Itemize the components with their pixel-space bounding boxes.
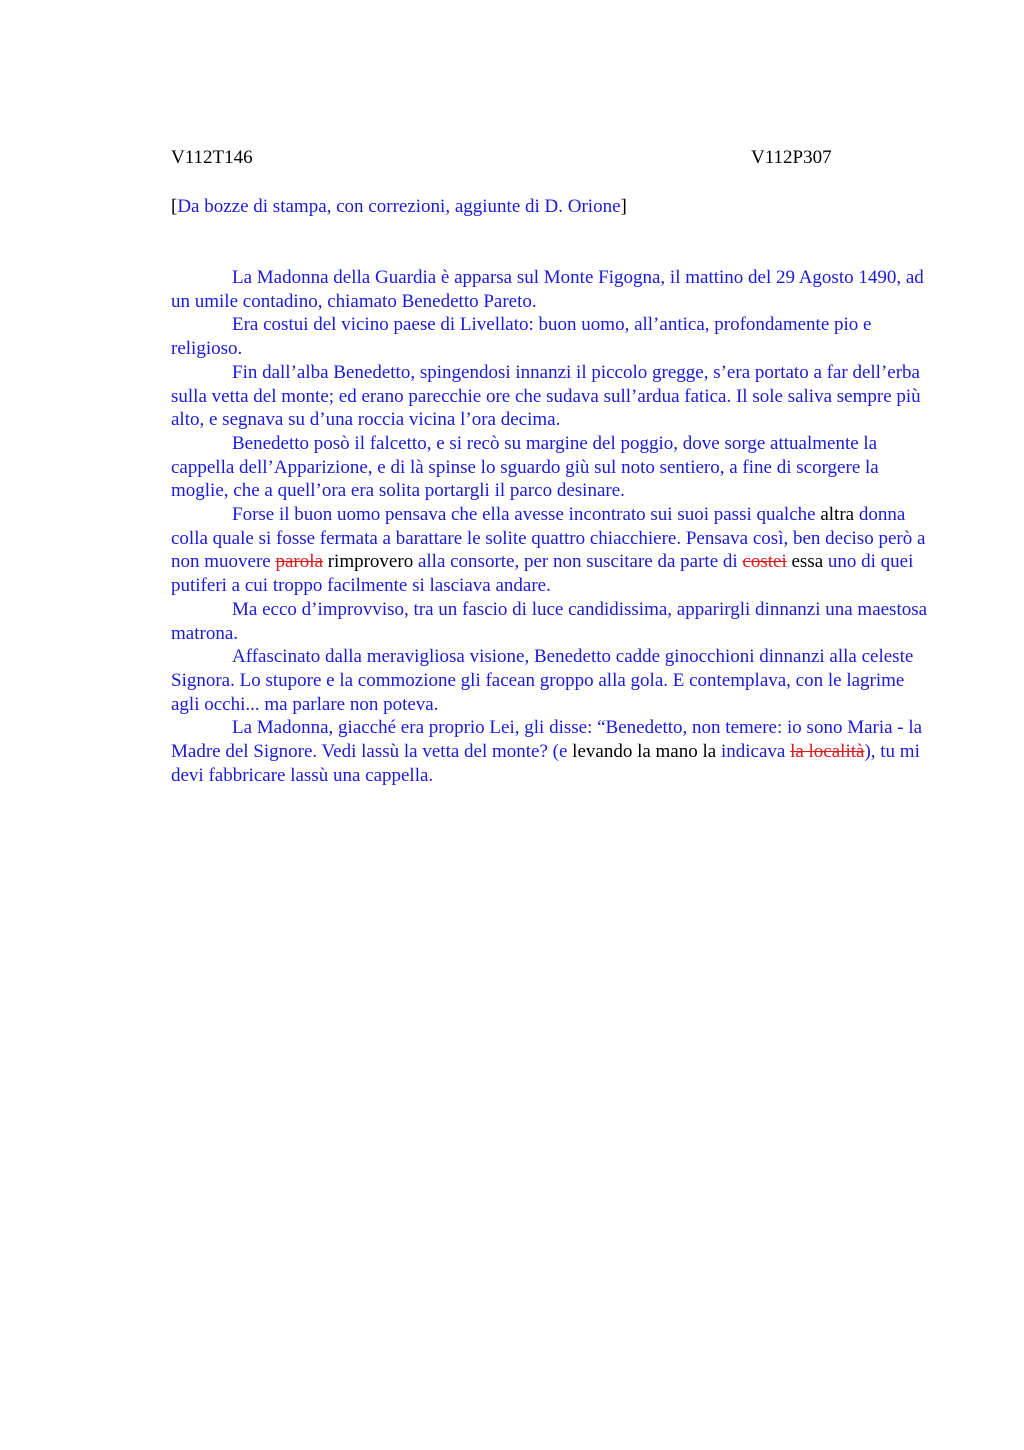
deleted-text-segment: costei — [742, 551, 787, 573]
added-text-segment: levando la mano la — [572, 741, 717, 763]
text-segment: donna colla quale si fosse fermata a barattare le solite quattro chiacchiere. Pensava così, ben deciso però a non muovere — [171, 504, 926, 573]
paragraph — [171, 313, 929, 360]
text-segment: La Madonna della Guardia è apparsa sul Monte Figogna, il mattino del 29 Agosto 1490, ad un umile contadino, chiamato Benedetto Pareto. — [171, 267, 924, 312]
deleted-text-segment: parola — [275, 551, 323, 573]
paragraph — [171, 266, 929, 313]
document-code-left: V112T146 — [171, 147, 253, 168]
text-segment: uno di quei putiferi a cui troppo facilmente si lasciava andare. — [171, 551, 914, 597]
added-text-segment: altra — [820, 504, 855, 526]
text-segment: Ma ecco d’improvviso, tra un fascio di luce candidissima, apparirgli dinnanzi una maestosa matrona. — [171, 598, 928, 644]
text-segment: ), tu mi devi fabbricare lassù una cappella. — [171, 741, 920, 786]
source-note-open-bracket: [ — [171, 196, 178, 217]
source-note-close-bracket: ] — [620, 196, 627, 217]
text-segment: alla consorte, per non suscitare da parte di — [413, 551, 743, 573]
added-text-segment: rimprovero — [322, 551, 414, 573]
paragraph — [171, 598, 929, 645]
paragraph — [171, 716, 929, 787]
paragraph — [171, 503, 929, 598]
text-segment: Fin dall’alba Benedetto, spingendosi innanzi il piccolo gregge, s’era portato a far dell’erba sulla vetta del monte; ed erano parecchie ore che sudava sull’ardua fatica. Il sole saliva sempre più alto, e segnava su d’una roccia vicina l’ora decima. — [171, 361, 921, 431]
added-text-segment: essa — [786, 551, 824, 573]
paragraph — [171, 361, 929, 432]
text-segment: Era costui del vicino paese di Livellato: buon uomo, all’antica, profondamente pio e religioso. — [171, 314, 872, 360]
text-segment: Benedetto posò il falcetto, e si recò su margine del poggio, dove sorge attualmente la cappella dell’Apparizione, e di là spinse lo sguardo giù sul noto sentiero, a fine di scorgere la moglie, che a quell’ora era solita portargli il parco desinare. — [171, 432, 879, 502]
document-code-right: V112P307 — [751, 147, 832, 168]
source-note — [171, 196, 627, 218]
document-body — [171, 266, 929, 787]
text-segment: Affascinato dalla meravigliosa visione, Benedetto cadde ginocchioni dinnanzi alla celeste Signora. Lo stupore e la commozione gli facean groppo alla gola. E contemplava, con le lagrime agli occhi... ma parlare non poteva. — [171, 646, 914, 715]
text-segment: Forse il buon uomo pensava che ella avesse incontrato sui suoi passi qualche — [232, 504, 821, 526]
source-note-text: Da bozze di stampa, con correzioni, aggiunte di D. Orione — [177, 196, 621, 217]
text-segment: indicava — [716, 741, 791, 763]
deleted-text-segment: la località — [790, 741, 865, 763]
text-segment: La Madonna, giacché era proprio Lei, gli disse: “Benedetto, non temere: io sono Maria - la Madre del Signore. Vedi lassù la vetta del monte? (e — [171, 717, 923, 763]
paragraph — [171, 432, 929, 503]
paragraph — [171, 645, 929, 716]
